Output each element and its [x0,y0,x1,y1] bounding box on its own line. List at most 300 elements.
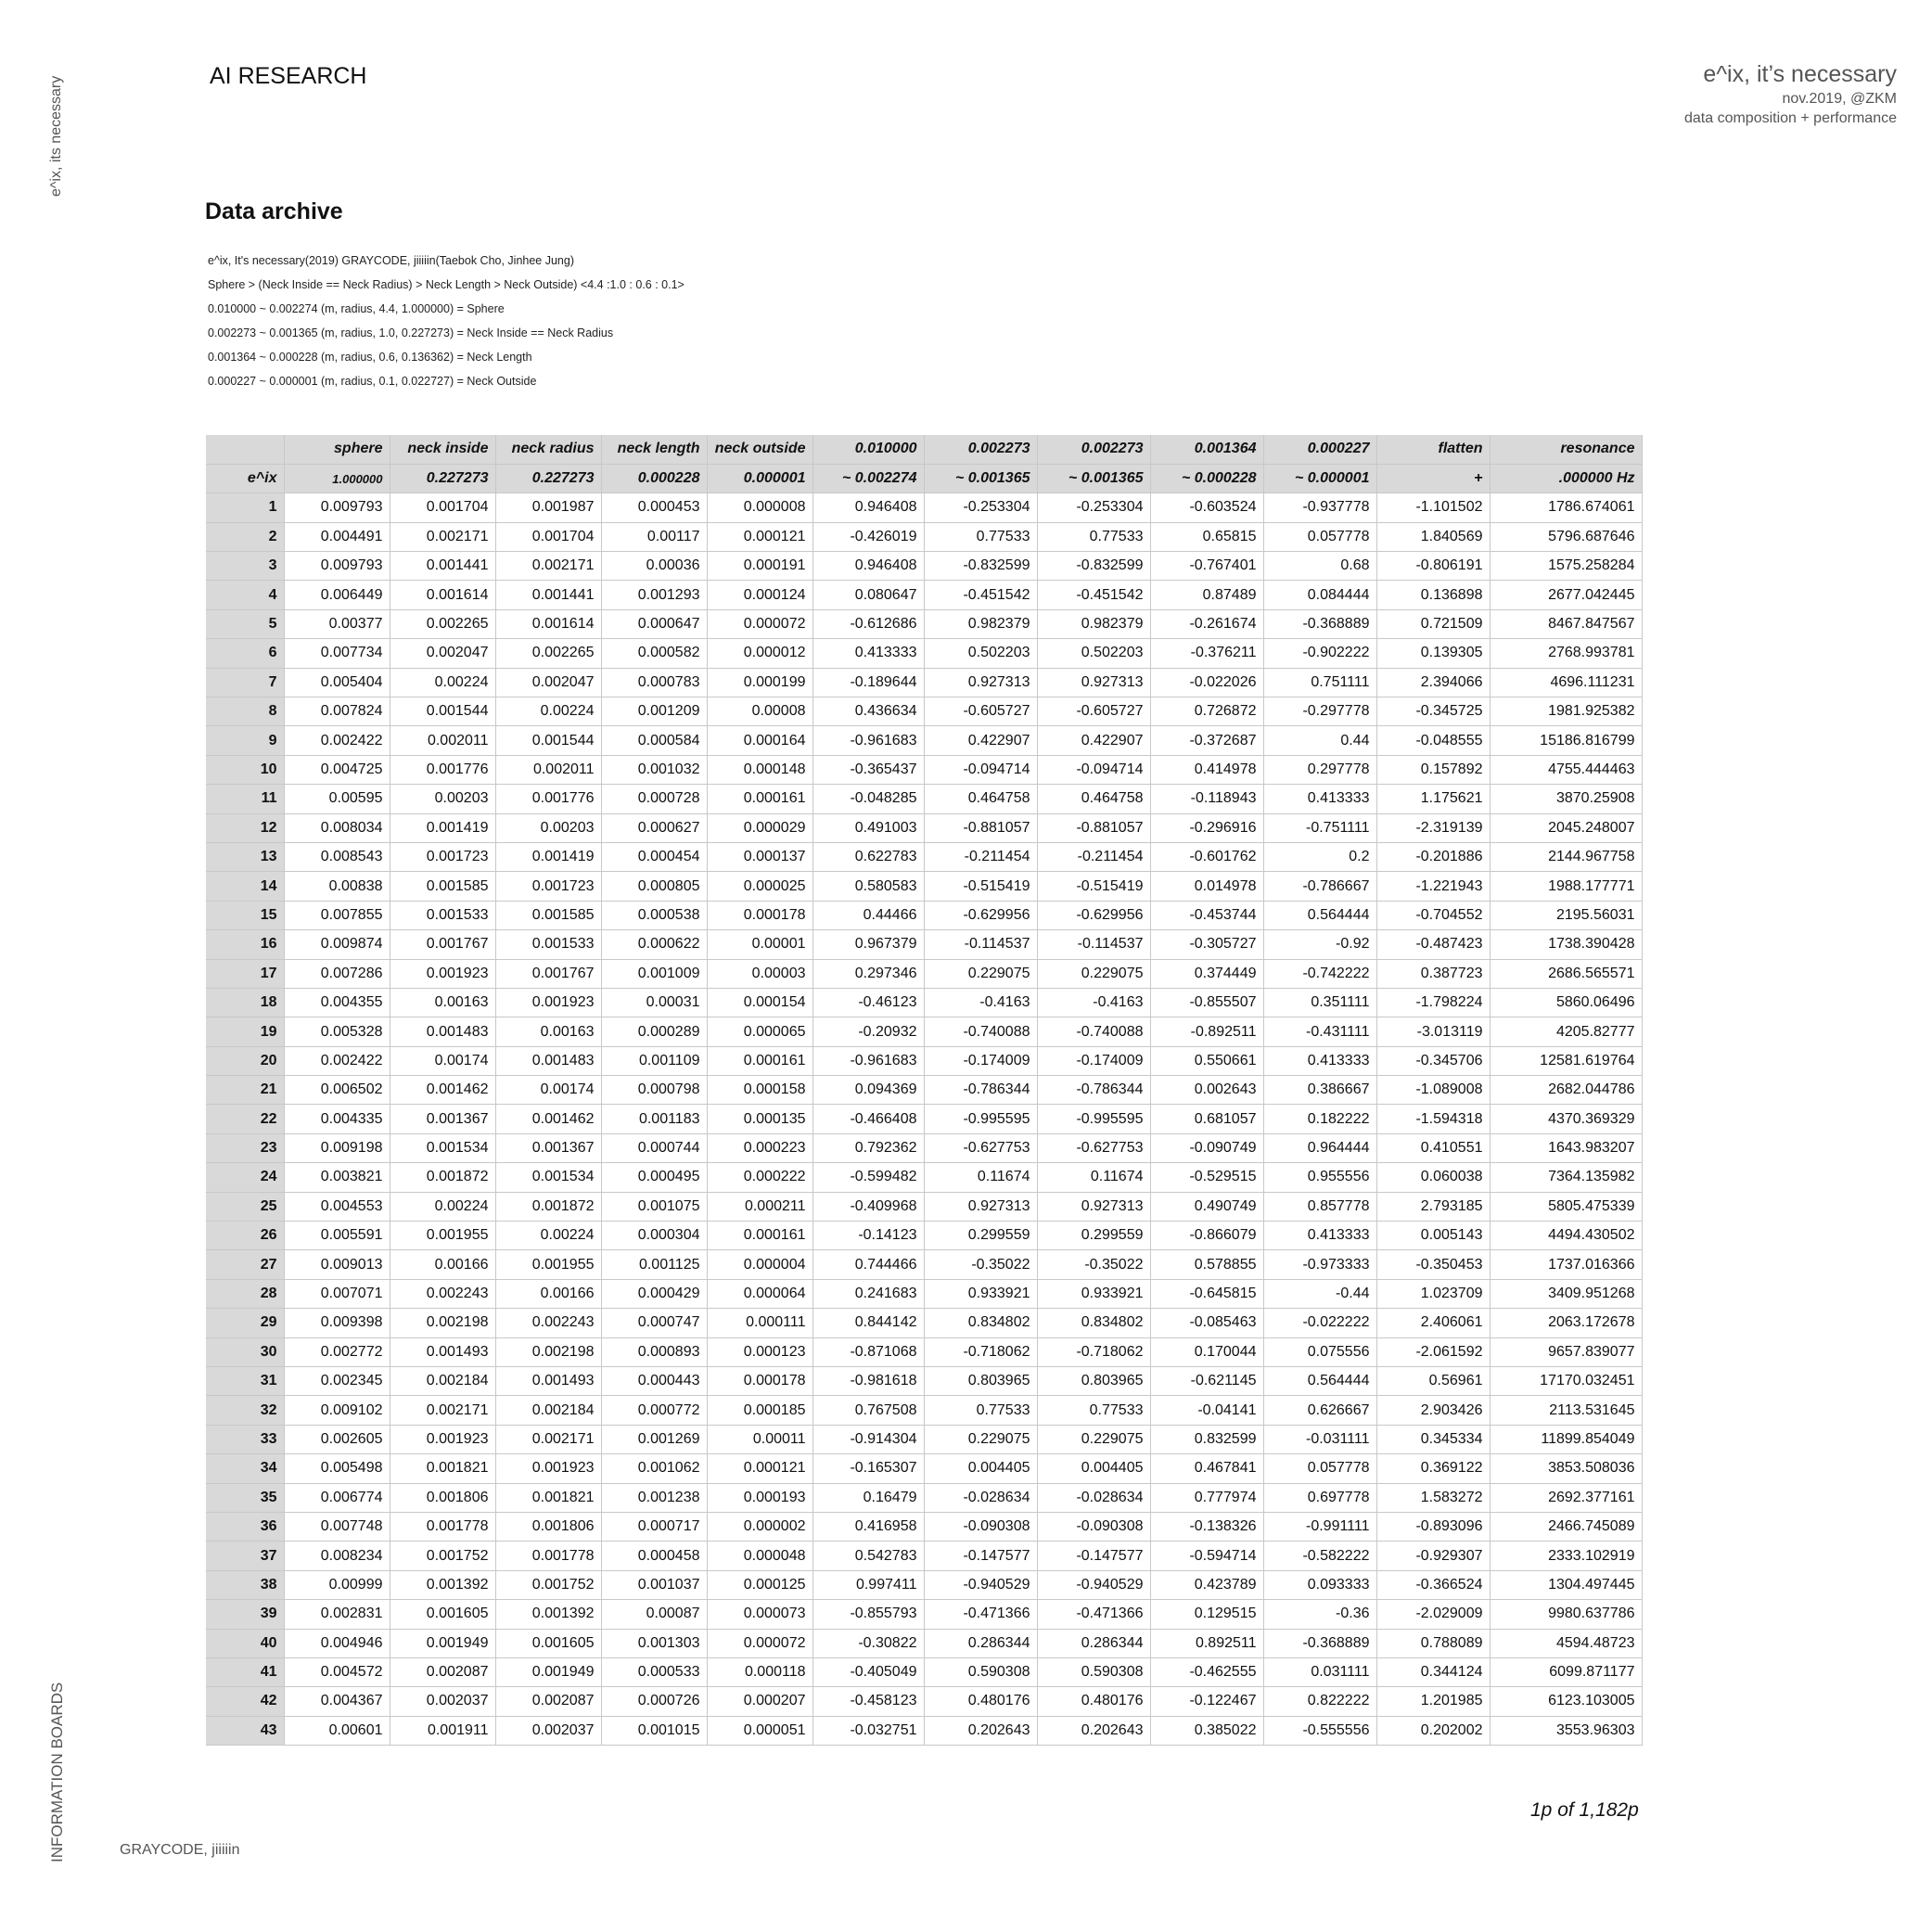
row-index: 22 [206,1105,284,1133]
data-table-container [206,435,1643,1746]
table-cell: 0.000124 [707,581,812,609]
table-cell: 0.001075 [601,1192,707,1221]
table-cell: 0.000051 [707,1716,812,1745]
project-title: e^ix, it’s necessary [1703,61,1897,87]
table-cell: 0.001872 [495,1192,601,1221]
table-cell: 0.229075 [924,1425,1037,1453]
table-cell: -0.786344 [1037,1076,1150,1105]
table-row [206,1483,1642,1512]
table-cell: 0.004405 [924,1454,1037,1483]
table-cell: 0.000584 [601,726,707,755]
table-cell: -0.201886 [1376,842,1490,871]
table-cell: 0.000064 [707,1279,812,1308]
table-cell: 0.502203 [1037,639,1150,668]
table-cell: 0.00224 [390,1192,495,1221]
table-cell: -0.751111 [1263,813,1376,842]
row-index: 38 [206,1570,284,1599]
table-cell: -0.961683 [812,1046,924,1075]
note-line: e^ix, It's necessary(2019) GRAYCODE, jiiiiin(Taebok Cho, Jinhee Jung) [208,254,574,267]
table-cell: 0.002184 [390,1367,495,1396]
row-index: 4 [206,581,284,609]
row-index: 8 [206,697,284,726]
table-cell: 0.001752 [495,1570,601,1599]
table-cell: 0.000211 [707,1192,812,1221]
row-index: 25 [206,1192,284,1221]
table-cell: 0.182222 [1263,1105,1376,1133]
table-cell: 0.002171 [390,1396,495,1425]
table-cell: 9980.637786 [1490,1600,1642,1629]
column-header: ~ 0.001365 [1037,464,1150,493]
table-cell: -0.426019 [812,522,924,551]
note-line: 0.000227 ~ 0.000001 (m, radius, 0.1, 0.022727) = Neck Outside [208,375,537,388]
table-cell: 0.788089 [1376,1629,1490,1657]
row-index: 18 [206,988,284,1017]
table-cell: 0.001493 [495,1367,601,1396]
table-cell: -0.090308 [1037,1512,1150,1541]
table-row [206,1105,1642,1133]
table-cell: 0.002011 [390,726,495,755]
column-header: ~ 0.002274 [812,464,924,493]
table-cell: 0.075556 [1263,1337,1376,1366]
table-cell: 0.005498 [284,1454,390,1483]
table-row [206,1657,1642,1686]
table-cell: 0.001605 [390,1600,495,1629]
table-cell: 2.903426 [1376,1396,1490,1425]
table-cell: 0.000073 [707,1600,812,1629]
table-cell: 0.001821 [495,1483,601,1512]
table-cell: 0.955556 [1263,1163,1376,1192]
note-line: 0.001364 ~ 0.000228 (m, radius, 0.6, 0.136362) = Neck Length [208,351,532,364]
table-cell: -0.995595 [924,1105,1037,1133]
row-index: 16 [206,930,284,959]
table-cell: 0.001723 [495,872,601,901]
table-cell: 0.681057 [1150,1105,1263,1133]
table-cell: 0.369122 [1376,1454,1490,1483]
table-cell: -0.742222 [1263,959,1376,988]
table-cell: 2063.172678 [1490,1309,1642,1337]
table-cell: 0.004572 [284,1657,390,1686]
table-cell: 17170.032451 [1490,1367,1642,1396]
column-header: 0.010000 [812,435,924,464]
table-cell: 0.00166 [390,1250,495,1279]
table-cell: 0.001752 [390,1542,495,1570]
table-cell: 7364.135982 [1490,1163,1642,1192]
table-cell: 0.423789 [1150,1570,1263,1599]
table-cell: 0.000161 [707,1222,812,1250]
table-cell: 0.009398 [284,1309,390,1337]
table-row [206,1716,1642,1745]
column-header: 0.227273 [495,464,601,493]
table-cell: 0.004725 [284,755,390,784]
table-cell: 0.002243 [495,1309,601,1337]
column-header: 0.227273 [390,464,495,493]
table-cell: 0.413333 [1263,1046,1376,1075]
table-header-row [206,464,1642,493]
table-cell: -0.599482 [812,1163,924,1192]
table-cell: 0.004946 [284,1629,390,1657]
row-index: 1 [206,493,284,522]
table-cell: 0.001723 [390,842,495,871]
table-cell: 0.927313 [924,1192,1037,1221]
table-cell: 0.00166 [495,1279,601,1308]
table-row [206,1454,1642,1483]
row-index: 9 [206,726,284,755]
table-cell: -0.114537 [1037,930,1150,959]
table-cell: -0.118943 [1150,785,1263,813]
column-header: neck inside [390,435,495,464]
table-cell: 0.001776 [390,755,495,784]
table-cell: -0.094714 [1037,755,1150,784]
table-cell: -0.365437 [812,755,924,784]
table-cell: -0.629956 [1037,901,1150,929]
table-cell: 0.002422 [284,726,390,755]
table-cell: 0.001614 [390,581,495,609]
table-cell: 0.001806 [390,1483,495,1512]
table-cell: -2.319139 [1376,813,1490,842]
table-cell: 0.386667 [1263,1076,1376,1105]
table-cell: 0.480176 [1037,1687,1150,1716]
table-cell: 0.000495 [601,1163,707,1192]
table-row [206,639,1642,668]
column-header: 0.000228 [601,464,707,493]
table-cell: -0.366524 [1376,1570,1490,1599]
table-row [206,1542,1642,1570]
table-cell: 0.000538 [601,901,707,929]
table-cell: 0.007855 [284,901,390,929]
table-cell: 5805.475339 [1490,1192,1642,1221]
table-cell: -0.20932 [812,1017,924,1046]
row-index: 6 [206,639,284,668]
table-cell: 1643.983207 [1490,1133,1642,1162]
table-cell: -0.028634 [924,1483,1037,1512]
table-cell: 5796.687646 [1490,522,1642,551]
table-cell: 4494.430502 [1490,1222,1642,1250]
table-cell: -0.114537 [924,930,1037,959]
table-cell: 2692.377161 [1490,1483,1642,1512]
column-header: ~ 0.000228 [1150,464,1263,493]
table-row [206,1017,1642,1046]
table-cell: 0.00163 [495,1017,601,1046]
table-cell: -0.14123 [812,1222,924,1250]
table-cell: 0.002037 [390,1687,495,1716]
table-cell: 0.000111 [707,1309,812,1337]
table-cell: 6123.103005 [1490,1687,1642,1716]
table-cell: -0.147577 [924,1542,1037,1570]
table-cell: 0.002171 [495,552,601,581]
table-cell: -0.892511 [1150,1017,1263,1046]
table-cell: 0.129515 [1150,1600,1263,1629]
table-cell: 0.002265 [495,639,601,668]
table-cell: 0.002047 [390,639,495,668]
table-cell: 0.44 [1263,726,1376,755]
table-cell: 0.001303 [601,1629,707,1657]
table-cell: 0.00031 [601,988,707,1017]
table-cell: 0.005591 [284,1222,390,1250]
table-cell: 0.000647 [601,609,707,638]
column-header: sphere [284,435,390,464]
table-cell: 0.008234 [284,1542,390,1570]
table-cell: 0.000747 [601,1309,707,1337]
table-cell: 0.413333 [812,639,924,668]
table-cell: -0.806191 [1376,552,1490,581]
table-row [206,1600,1642,1629]
table-cell: 0.00011 [707,1425,812,1453]
table-cell: 0.564444 [1263,1367,1376,1396]
table-cell: 3870.25908 [1490,785,1642,813]
table-cell: 0.006449 [284,581,390,609]
column-header: resonance [1490,435,1642,464]
row-index: 24 [206,1163,284,1192]
table-cell: -0.740088 [924,1017,1037,1046]
table-cell: 0.00001 [707,930,812,959]
table-cell: 0.578855 [1150,1250,1263,1279]
table-cell: 0.834802 [1037,1309,1150,1337]
table-cell: 0.001614 [495,609,601,638]
table-row [206,901,1642,929]
table-cell: 0.000135 [707,1105,812,1133]
table-cell: 2045.248007 [1490,813,1642,842]
table-cell: 0.803965 [1037,1367,1150,1396]
table-cell: 0.001923 [390,959,495,988]
table-row [206,842,1642,871]
row-index: 20 [206,1046,284,1075]
table-cell: 0.000161 [707,1046,812,1075]
table-cell: 0.299559 [924,1222,1037,1250]
table-cell: 0.001923 [390,1425,495,1453]
table-cell: -0.296916 [1150,813,1263,842]
table-cell: 0.387723 [1376,959,1490,988]
table-cell: 0.000121 [707,1454,812,1483]
column-header: ~ 0.001365 [924,464,1037,493]
table-cell: 0.001367 [390,1105,495,1133]
row-index: 10 [206,755,284,784]
table-cell: 0.094369 [812,1076,924,1105]
column-header: e^ix [206,464,284,493]
table-cell: 0.007748 [284,1512,390,1541]
column-header: neck length [601,435,707,464]
table-cell: 0.844142 [812,1309,924,1337]
table-cell: 0.000004 [707,1250,812,1279]
row-index: 7 [206,668,284,697]
table-cell: 0.000072 [707,1629,812,1657]
table-cell: 0.001533 [390,901,495,929]
footer-credit: GRAYCODE, jiiiiin [120,1842,240,1858]
table-cell: -0.832599 [1037,552,1150,581]
table-cell: -0.786344 [924,1076,1037,1105]
table-cell: 0.590308 [1037,1657,1150,1686]
table-cell: 0.297346 [812,959,924,988]
row-index: 19 [206,1017,284,1046]
header-meta [1684,61,1897,127]
table-cell: 1737.016366 [1490,1250,1642,1279]
table-cell: 0.000137 [707,842,812,871]
row-index: 39 [206,1600,284,1629]
table-cell: 0.44466 [812,901,924,929]
row-index: 12 [206,813,284,842]
table-cell: -0.718062 [924,1337,1037,1366]
table-cell: -0.368889 [1263,609,1376,638]
table-cell: -0.871068 [812,1337,924,1366]
table-cell: 0.11674 [924,1163,1037,1192]
table-row [206,813,1642,842]
table-cell: 0.001585 [495,901,601,929]
table-cell: -0.345706 [1376,1046,1490,1075]
row-index: 30 [206,1337,284,1366]
table-cell: 0.00117 [601,522,707,551]
table-cell: 0.590308 [924,1657,1037,1686]
row-index: 32 [206,1396,284,1425]
table-cell: -0.601762 [1150,842,1263,871]
table-cell: -0.621145 [1150,1367,1263,1396]
table-cell: 1.840569 [1376,522,1490,551]
table-cell: -0.028634 [1037,1483,1150,1512]
table-cell: 0.000223 [707,1133,812,1162]
note-line: Sphere > (Neck Inside == Neck Radius) > Neck Length > Neck Outside) <4.4 :1.0 : 0.6 : 0.1> [208,278,685,291]
table-cell: -0.555556 [1263,1716,1376,1745]
table-cell: -0.929307 [1376,1542,1490,1570]
table-cell: 0.000454 [601,842,707,871]
table-cell: 0.00999 [284,1570,390,1599]
table-cell: 0.002037 [495,1716,601,1745]
table-cell: 0.751111 [1263,668,1376,697]
table-cell: -0.914304 [812,1425,924,1453]
table-cell: -0.612686 [812,609,924,638]
table-cell: 0.001544 [495,726,601,755]
table-row [206,1279,1642,1308]
table-cell: 6099.871177 [1490,1657,1642,1686]
column-header: .000000 Hz [1490,464,1642,493]
table-cell: 0.000772 [601,1396,707,1425]
table-cell: 2466.745089 [1490,1512,1642,1541]
table-cell: 0.000717 [601,1512,707,1541]
table-cell: 0.002243 [390,1279,495,1308]
column-header: 1.000000 [284,464,390,493]
table-cell: 0.345334 [1376,1425,1490,1453]
table-cell: 0.000048 [707,1542,812,1570]
table-cell: 0.414978 [1150,755,1263,784]
table-cell: 0.00174 [390,1046,495,1075]
table-cell: 0.422907 [924,726,1037,755]
table-cell: -1.089008 [1376,1076,1490,1105]
table-cell: -0.350453 [1376,1250,1490,1279]
table-cell: 0.65815 [1150,522,1263,551]
table-cell: 0.002643 [1150,1076,1263,1105]
table-cell: 0.803965 [924,1367,1037,1396]
table-cell: 0.77533 [924,1396,1037,1425]
table-cell: 0.002265 [390,609,495,638]
table-cell: 0.004491 [284,522,390,551]
table-cell: 0.202643 [924,1716,1037,1745]
table-cell: -0.718062 [1037,1337,1150,1366]
table-row [206,755,1642,784]
table-cell: 0.000443 [601,1367,707,1396]
row-index: 41 [206,1657,284,1686]
table-cell: 0.000158 [707,1076,812,1105]
table-cell: 0.139305 [1376,639,1490,668]
table-cell: 0.000582 [601,639,707,668]
table-cell: -0.174009 [1037,1046,1150,1075]
table-cell: 1575.258284 [1490,552,1642,581]
table-cell: 0.007824 [284,697,390,726]
table-cell: -0.605727 [1037,697,1150,726]
row-index: 5 [206,609,284,638]
table-cell: 0.202643 [1037,1716,1150,1745]
table-cell: -0.881057 [924,813,1037,842]
table-cell: 0.00087 [601,1600,707,1629]
table-cell: -0.253304 [924,493,1037,522]
table-cell: 0.229075 [1037,1425,1150,1453]
table-cell: 0.413333 [1263,785,1376,813]
table-cell: 0.001125 [601,1250,707,1279]
table-cell: 0.005328 [284,1017,390,1046]
project-subtitle: data composition + performance [1683,110,1897,126]
table-row [206,1133,1642,1162]
table-cell: -0.376211 [1150,639,1263,668]
table-cell: 0.001037 [601,1570,707,1599]
table-row [206,1570,1642,1599]
table-cell: 0.000304 [601,1222,707,1250]
table-cell: 0.001493 [390,1337,495,1366]
table-cell: 0.56961 [1376,1367,1490,1396]
table-cell: 0.00036 [601,552,707,581]
table-cell: 0.014978 [1150,872,1263,901]
table-cell: -0.740088 [1037,1017,1150,1046]
table-cell: -0.582222 [1263,1542,1376,1570]
table-cell: 0.001923 [495,988,601,1017]
table-cell: 2686.565571 [1490,959,1642,988]
table-cell: 0.000025 [707,872,812,901]
table-cell: -0.345725 [1376,697,1490,726]
table-cell: 0.002831 [284,1600,390,1629]
column-header: ~ 0.000001 [1263,464,1376,493]
table-cell: 0.004405 [1037,1454,1150,1483]
table-cell: 0.933921 [1037,1279,1150,1308]
table-cell: 0.001269 [601,1425,707,1453]
table-cell: 0.002087 [495,1687,601,1716]
table-cell: -0.165307 [812,1454,924,1483]
table-cell: -0.368889 [1263,1629,1376,1657]
table-cell: 0.564444 [1263,901,1376,929]
table-cell: 3853.508036 [1490,1454,1642,1483]
table-cell: -0.973333 [1263,1250,1376,1279]
table-cell: 0.00003 [707,959,812,988]
table-cell: 0.001778 [495,1542,601,1570]
table-row [206,1425,1642,1453]
table-row [206,1396,1642,1425]
table-cell: 0.001776 [495,785,601,813]
table-cell: 0.422907 [1037,726,1150,755]
table-cell: 2113.531645 [1490,1396,1642,1425]
table-cell: 0.001441 [495,581,601,609]
column-header: flatten [1376,435,1490,464]
table-cell: 0.001585 [390,872,495,901]
table-cell: 0.982379 [1037,609,1150,638]
table-cell: 2682.044786 [1490,1076,1642,1105]
table-row [206,988,1642,1017]
table-cell: 0.001441 [390,552,495,581]
table-cell: 0.001955 [390,1222,495,1250]
table-cell: 0.001872 [390,1163,495,1192]
table-cell: 0.00224 [495,697,601,726]
table-cell: -0.629956 [924,901,1037,929]
table-cell: 0.001911 [390,1716,495,1745]
table-cell: 0.001949 [495,1657,601,1686]
table-cell: 0.002198 [390,1309,495,1337]
table-cell: 0.002184 [495,1396,601,1425]
table-row [206,609,1642,638]
table-cell: 0.007286 [284,959,390,988]
table-cell: 9657.839077 [1490,1337,1642,1366]
